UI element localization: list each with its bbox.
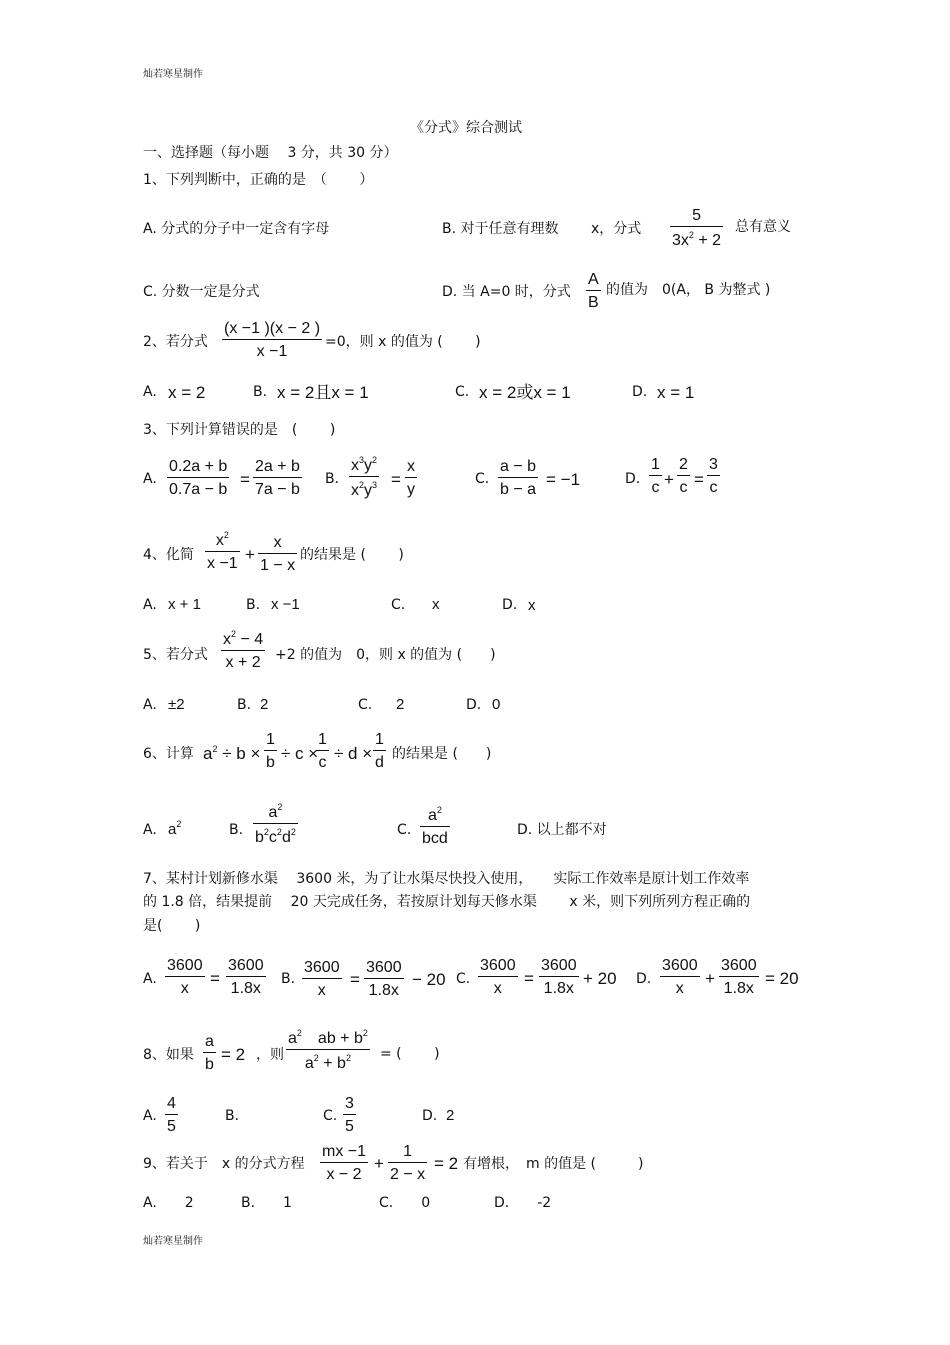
q4-a-value: x + 1 [168, 596, 201, 613]
q8-d-label: D. [422, 1108, 438, 1124]
q8-c-label: C. [323, 1108, 338, 1124]
q3-c-label: C. [475, 471, 490, 487]
q5-d-label: D. [466, 697, 482, 713]
q3-d-equals: = [694, 470, 704, 489]
q7-d-tail: = 20 [765, 969, 799, 988]
q8-a-fraction: 4 5 [167, 1095, 176, 1135]
q8-given-value: = 2 [221, 1045, 246, 1064]
q8-a-label: A. [143, 1108, 157, 1124]
q7-c-label: C. [456, 971, 471, 987]
q8-fraction: $a^2$ ab + $b^2$ $a^2 + b^2$ [288, 1028, 368, 1072]
q9-option-b: B. 1 [241, 1195, 292, 1211]
q4-c-label: C. [391, 597, 406, 613]
q5-a-value: ±2 [168, 696, 185, 713]
q7-d-left: 3600 x [662, 957, 698, 997]
q6-frac-d: 1 d [375, 731, 384, 771]
q9-option-d: D. -2 [494, 1195, 552, 1211]
q4-fraction-2: x 1 − x [260, 534, 296, 574]
q2-b-label: B. [253, 384, 268, 400]
section-heading: 一、选择题（每小题 3 分，共 30 分） [143, 145, 398, 161]
q2-b-value: x = 2且x = 1 [277, 383, 369, 402]
q3-d-label: D. [625, 471, 641, 487]
q4-d-value: x [528, 597, 536, 614]
q2-stem: 2、若分式 [143, 334, 208, 350]
q1-d-fraction: A B [588, 271, 599, 311]
q2-stem-suffix: =0，则 x 的值为 ( ) [325, 334, 481, 350]
q2-a-label: A. [143, 384, 157, 400]
q9-equals: = 2 [434, 1154, 459, 1173]
q6-c-fraction: $a^2$ bcd [422, 805, 448, 847]
q3-stem: 3、下列计算错误的是 ( ) [143, 422, 336, 438]
q3-c-left: a − b b − a [500, 458, 537, 498]
q7-b-left: 3600 x [304, 959, 340, 999]
q7-b-label: B. [281, 971, 296, 987]
q8-stem-suffix: = ( ) [380, 1046, 440, 1062]
q8-d-value: 2 [446, 1107, 455, 1124]
page-title: 《分式》综合测试 [410, 120, 522, 136]
q6-b-label: B. [229, 822, 244, 838]
q2-d-value: x = 1 [657, 383, 695, 402]
q5-stem: 5、若分式 [143, 647, 208, 663]
q9-plus: + [374, 1154, 384, 1173]
q3-a-equals: = [240, 470, 250, 489]
q7-a-left: 3600 x [167, 957, 203, 997]
q3-b-right: x y [407, 458, 415, 498]
q4-plus: + [245, 545, 255, 564]
footer-watermark: 灿若寒星制作 [143, 1236, 203, 1247]
q7-line-3: 是( ) [143, 918, 201, 934]
q6-b-fraction: $a^2$ $b^2c^2d^2$ [255, 802, 296, 846]
q7-c-tail: + 20 [583, 969, 617, 988]
q6-expr-d: ÷ d × [334, 744, 373, 763]
q1-option-b: B. 对于任意有理数 x，分式 [442, 221, 642, 237]
q9-fraction-1: mx −1 x − 2 [322, 1143, 367, 1183]
q9-stem-suffix: 有增根， m 的值是 ( ) [463, 1156, 644, 1172]
q5-fraction: $x^2 - 4$ x + 2 [223, 629, 264, 671]
header-watermark: 灿若寒星制作 [143, 69, 203, 80]
q2-fraction: (x −1 )(x − 2 ) x −1 [224, 320, 321, 360]
q8-c-fraction: 3 5 [345, 1095, 354, 1135]
q1-option-a: A. 分式的分子中一定含有字母 [143, 221, 330, 237]
q7-b-right: 3600 1.8x [366, 959, 402, 999]
q4-d-label: D. [502, 597, 518, 613]
q3-b-label: B. [325, 471, 340, 487]
q3-a-left: 0.2a + b 0.7a − b [169, 458, 228, 498]
q2-c-label: C. [455, 384, 470, 400]
q1-option-b-suffix: 总有意义 [735, 219, 791, 235]
q1-option-d-suffix: 的值为 0(A， B 为整式 ) [606, 282, 771, 298]
q1-option-c: C. 分数一定是分式 [143, 284, 260, 300]
q3-d-term3: 3 c [709, 456, 718, 496]
q8-b-label: B. [225, 1108, 240, 1124]
q8-stem: 8、如果 [143, 1047, 194, 1063]
q6-expr-c: ÷ c × [281, 744, 319, 763]
q7-line-2: 的 1.8 倍，结果提前 20 天完成任务，若按原计划每天修水渠 x 米，则下列所列方程正确的 [143, 894, 751, 910]
q5-c-label: C. [358, 697, 373, 713]
q7-d-right: 3600 1.8x [721, 957, 757, 997]
q3-b-equals: = [391, 470, 401, 489]
q7-b-equals: = [350, 970, 360, 989]
q4-fraction-1: $x^2$ x −1 [207, 530, 238, 572]
q1-b-fraction: 5 $3x^2 + 2$ [672, 207, 722, 249]
q9-option-a: A. 2 [143, 1195, 194, 1211]
q9-fraction-2: 1 2 − x [390, 1143, 426, 1183]
q5-c-value: 2 [396, 696, 405, 713]
q4-a-label: A. [143, 597, 157, 613]
q2-d-label: D. [632, 384, 648, 400]
q5-b-value: 2 [260, 696, 269, 713]
q5-a-label: A. [143, 697, 157, 713]
q3-b-left: $x^3y^2$ $x^2y^3$ [351, 455, 378, 499]
q7-c-equals: = [524, 969, 534, 988]
q4-b-label: B. [246, 597, 261, 613]
q3-d-term1: 1 c [651, 456, 660, 496]
q9-stem: 9、若关于 x 的分式方程 [143, 1156, 305, 1172]
q7-c-left: 3600 x [480, 957, 516, 997]
q3-a-label: A. [143, 471, 157, 487]
q9-option-c: C. 0 [379, 1195, 431, 1211]
q6-d-option: D. 以上都不对 [517, 822, 607, 838]
q5-d-value: 0 [492, 696, 501, 713]
q6-frac-c: 1 c [318, 731, 327, 771]
q1-option-d: D. 当 A=0 时，分式 [442, 284, 571, 300]
q7-a-right: 3600 1.8x [228, 957, 264, 997]
q4-c-value: x [432, 596, 440, 613]
q7-b-tail: − 20 [412, 970, 446, 989]
q7-a-label: A. [143, 971, 157, 987]
q7-line-1: 7、某村计划新修水渠 3600 米，为了让水渠尽快投入使用， 实际工作效率是原计划工作效率 [143, 871, 750, 887]
q6-a-value: $a^2$ [168, 819, 182, 838]
q2-a-value: x = 2 [168, 383, 206, 402]
q7-c-right: 3600 1.8x [541, 957, 577, 997]
q3-c-result: = −1 [546, 470, 581, 489]
q6-stem: 6、计算 [143, 746, 194, 762]
q6-a-label: A. [143, 822, 157, 838]
q3-a-right: 2a + b 7a − b [255, 458, 300, 498]
q5-stem-suffix: +2 的值为 0，则 x 的值为 ( ) [275, 647, 496, 663]
q4-stem: 4、化简 [143, 547, 194, 563]
q4-b-value: x −1 [271, 596, 300, 613]
q3-d-plus: + [664, 470, 674, 489]
q6-stem-suffix: 的结果是 ( ) [392, 746, 492, 762]
q7-d-plus: + [705, 969, 715, 988]
q2-c-value: x = 2或x = 1 [479, 383, 571, 402]
q1-stem: 1、下列判断中，正确的是 （ ） [143, 172, 374, 188]
q7-d-label: D. [636, 971, 652, 987]
q6-frac-b: 1 b [266, 731, 275, 771]
q8-given-fraction: a b [205, 1033, 214, 1073]
q6-expr-a: $a^2 \div b$ × [203, 744, 261, 763]
q4-stem-suffix: 的结果是 ( ) [300, 547, 404, 563]
q7-a-equals: = [210, 969, 220, 988]
q3-d-term2: 2 c [679, 456, 688, 496]
q8-stem-mid: ，则 [256, 1047, 284, 1063]
q6-c-label: C. [397, 822, 412, 838]
q5-b-label: B. [237, 697, 252, 713]
